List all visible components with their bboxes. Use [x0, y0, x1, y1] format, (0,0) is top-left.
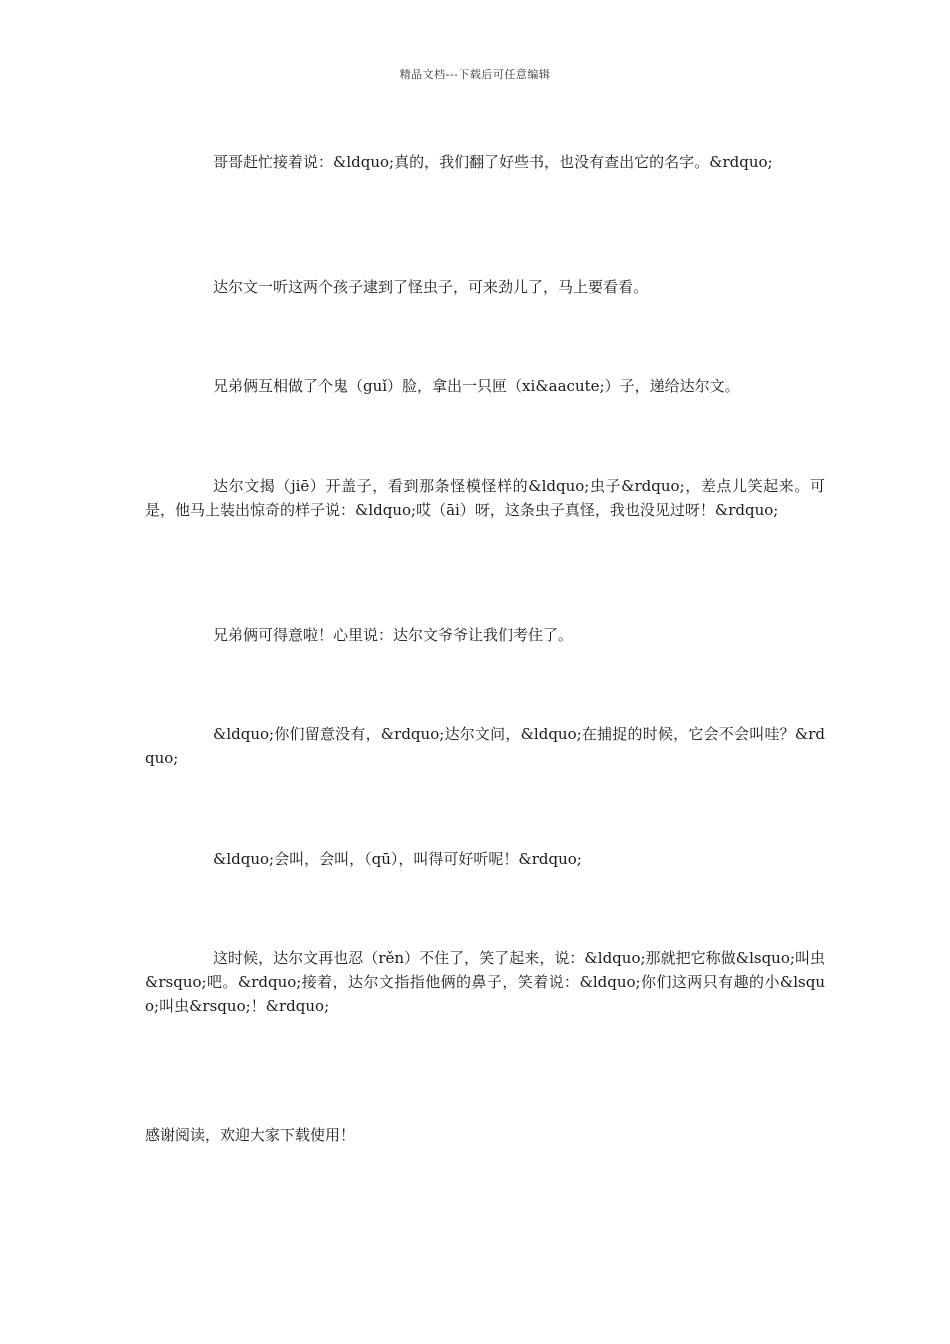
paragraph-5: 兄弟俩可得意啦！心里说：达尔文爷爷让我们考住了。 — [213, 626, 574, 644]
paragraph-4: 达尔文揭（jiē）开盖子，看到那条怪模怪样的&ldquo;虫子&rdquo;，差点儿笑起来。可是，他马上装出惊奇的样子说：&ldquo;哎（āi）呀，这条虫子真怪，我也没见过呀！&rdquo; — [145, 477, 825, 519]
paragraph-7: &ldquo;会叫，会叫，（qū），叫得可好听呢！&rdquo; — [213, 850, 582, 868]
page-header: 精品文档---下载后可任意编辑 — [399, 68, 551, 81]
paragraph-1: 哥哥赶忙接着说：&ldquo;真的，我们翻了好些书，也没有查出它的名字。&rdquo; — [213, 153, 773, 171]
closing-note: 感谢阅读，欢迎大家下载使用！ — [145, 1126, 356, 1144]
paragraph-6: &ldquo;你们留意没有，&rdquo;达尔文问，&ldquo;在捕捉的时候，它会不会叫哇？&rdquo; — [145, 725, 825, 767]
paragraph-3: 兄弟俩互相做了个鬼（guǐ）脸，拿出一只匣（xi&aacute;）子，递给达尔文。 — [213, 377, 740, 395]
paragraph-2: 达尔文一听这两个孩子逮到了怪虫子，可来劲儿了，马上要看看。 — [213, 278, 649, 296]
paragraph-8: 这时候，达尔文再也忍（rěn）不住了，笑了起来，说：&ldquo;那就把它称做&lsquo;叫虫&rsquo;吧。&rdquo;接着，达尔文指指他俩的鼻子，笑着说：&ldquo;你们这两只有趣的小&lsquo;叫虫&rsquo;！&rdquo; — [145, 949, 825, 1015]
